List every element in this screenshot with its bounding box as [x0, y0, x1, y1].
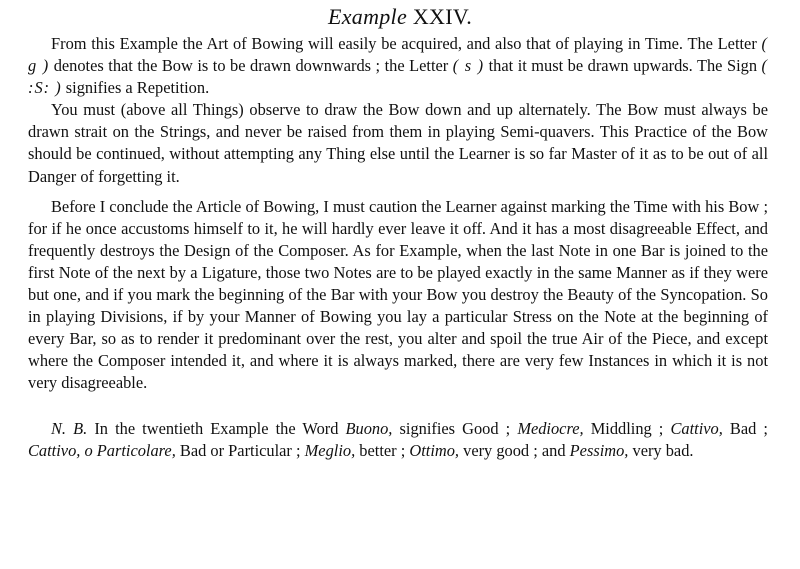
meaning-cattivo: Bad ;	[729, 418, 768, 438]
meaning-ottimo: very good ; and	[463, 440, 566, 460]
paragraph-bowing-signs	[28, 33, 768, 99]
term-cattivo: Cattivo,	[670, 418, 723, 438]
example-heading	[0, 4, 800, 30]
meaning-buono: signifies Good ;	[399, 418, 511, 438]
term-mediocre: Mediocre,	[517, 418, 584, 438]
term-ottimo: Ottimo,	[409, 440, 460, 460]
up-bow-sign: ( s )	[452, 56, 485, 76]
paragraph-bowing-caution: Before I conclude the Article of Bowing, I must caution the Learner against marking the Time with his Bow ; for if he once accustoms himself to it, he will hardly ever leave it off. And it has a most disagreeable Effect, and frequently destroys the Design of the Composer. As for Example, when the last Note in one Bar is joined to the first Note of the next by a Ligature, those two Notes are to be played exactly in the same Manner as if they were but one, and if you mark the beginning of the Bar with your Bow you destroy the Beauty of the Syncopation. So in playing Divisions, if by your Manner of Bowing you lay a particular Stress on the Note at the beginning of every Bar, so as to render it predominant over the rest, you alter and spoil the true Air of the Piece, and except where the Composer intended it, and where it is always marked, there are very few Instances in which it is not very disagreeable.	[28, 196, 768, 393]
term-cattivo-particolare: Cattivo, o Particolare,	[28, 440, 176, 460]
nota-bene-label: N. B.	[51, 418, 88, 438]
meaning-cattivo-particolare: Bad or Particular ;	[179, 440, 301, 460]
bowing-text-1: From this Example the Art of Bowing will easily be acquired, and also that of playing in Time. The Letter	[51, 34, 757, 53]
down-bow-sign: ( g )	[28, 34, 768, 76]
nota-bene-paragraph	[28, 418, 768, 462]
term-buono: Buono,	[345, 418, 393, 438]
body-text	[28, 33, 768, 462]
meaning-meglio: better ;	[359, 440, 406, 460]
bowing-text-4: signifies a Repetition.	[65, 78, 210, 98]
repeat-sign: ( :S: )	[28, 56, 768, 98]
term-pessimo: Pessimo,	[569, 440, 629, 460]
nota-bene-intro: In the twentieth Example the Word	[94, 418, 339, 438]
meaning-pessimo: very bad.	[632, 440, 694, 460]
bowing-text-3: that it must be drawn upwards. The Sign	[488, 56, 758, 76]
heading-numeral: XXIV.	[412, 4, 473, 29]
heading-word: Example	[327, 4, 408, 29]
meaning-mediocre: Middling ;	[590, 418, 664, 438]
paragraph-bow-practice: You must (above all Things) observe to draw the Bow down and up alternately. The Bow must always be drawn strait on the Strings, and never be raised from them in playing Semi-quavers. This Practice of the Bow should be continued, without attempting any Thing else until the Learner is so far Master of it as to be out of all Danger of forgetting it.	[28, 100, 768, 186]
bowing-text-2: denotes that the Bow is to be drawn downwards ; the Letter	[53, 56, 449, 76]
term-meglio: Meglio,	[304, 440, 356, 460]
